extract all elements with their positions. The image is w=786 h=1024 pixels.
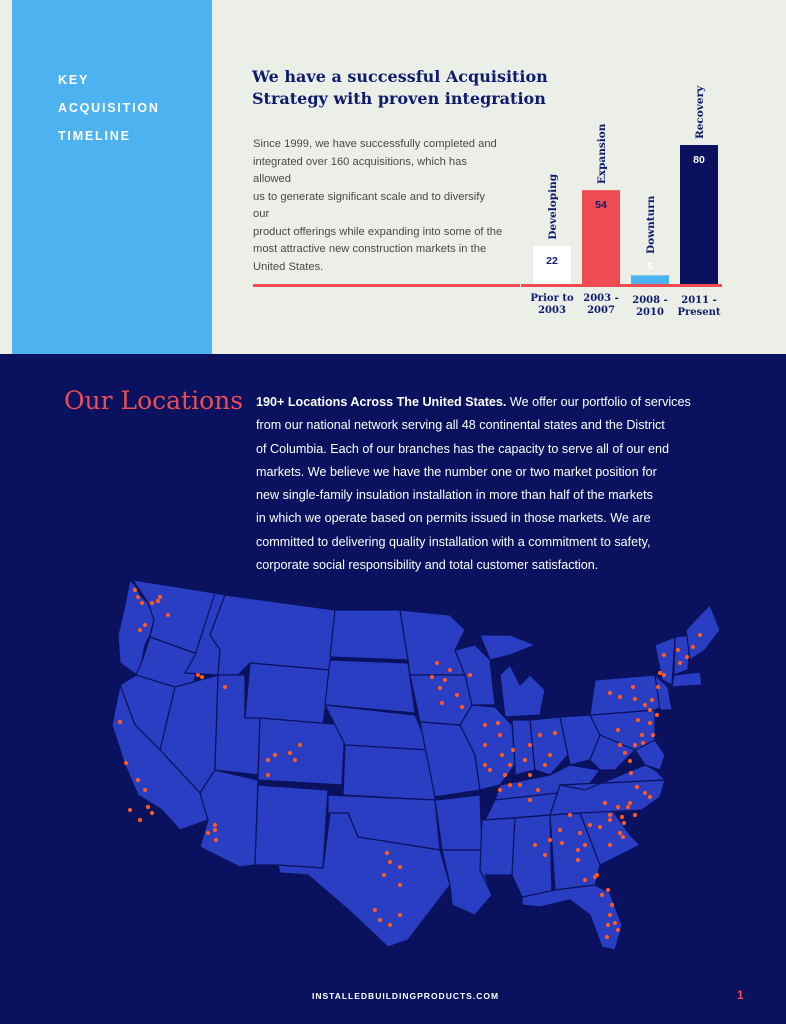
location-dot <box>138 628 142 632</box>
location-dot <box>528 743 532 747</box>
location-dot <box>578 831 582 835</box>
location-dot <box>398 913 402 917</box>
location-dot <box>385 851 389 855</box>
location-dot <box>488 768 492 772</box>
us-states <box>112 580 720 950</box>
location-dot <box>140 601 144 605</box>
location-dot <box>293 758 297 762</box>
state-shape <box>435 795 482 850</box>
location-dot <box>143 788 147 792</box>
location-dot <box>498 788 502 792</box>
location-dot <box>593 875 597 879</box>
divider-line <box>253 284 520 287</box>
location-dot <box>583 878 587 882</box>
location-dot <box>146 805 150 809</box>
intro-paragraph <box>253 136 503 276</box>
location-dot <box>662 653 666 657</box>
location-dot <box>143 623 147 627</box>
location-dot <box>608 818 612 822</box>
key-acquisition-timeline-label <box>58 66 198 150</box>
location-dot <box>150 601 154 605</box>
location-dot <box>518 783 522 787</box>
location-dot <box>662 673 666 677</box>
location-dot <box>136 778 140 782</box>
location-dot <box>273 753 277 757</box>
locations-line: in which we operate based on permits issued in those markets. We are <box>256 511 651 526</box>
location-dot <box>548 753 552 757</box>
location-dot <box>628 801 632 805</box>
location-dot <box>128 808 132 812</box>
location-dot <box>648 721 652 725</box>
location-dot <box>382 873 386 877</box>
state-shape <box>410 675 472 725</box>
category-label: 2008 - <box>632 295 668 306</box>
location-dot <box>136 595 140 599</box>
locations-line: markets. We believe we have the number one or two market position for <box>256 464 657 479</box>
bar-value-label: 80 <box>693 154 705 166</box>
location-dot <box>603 801 607 805</box>
chart-bar <box>631 275 669 284</box>
location-dot <box>643 703 647 707</box>
location-dot <box>440 701 444 705</box>
location-dot <box>691 645 695 649</box>
location-dot <box>543 763 547 767</box>
location-dot <box>266 758 270 762</box>
location-dot <box>626 805 630 809</box>
location-dot <box>636 718 640 722</box>
state-shape <box>255 785 328 868</box>
location-dot <box>435 661 439 665</box>
location-dot <box>213 828 217 832</box>
location-dot <box>600 893 604 897</box>
location-dot <box>511 748 515 752</box>
state-shape <box>245 663 330 725</box>
location-dot <box>156 599 160 603</box>
location-dot <box>483 723 487 727</box>
location-dot <box>608 843 612 847</box>
location-dot <box>583 843 587 847</box>
location-dot <box>378 918 382 922</box>
location-dot <box>618 831 622 835</box>
location-dot <box>598 825 602 829</box>
location-dot <box>640 733 644 737</box>
location-dot <box>698 633 702 637</box>
location-dot <box>483 743 487 747</box>
category-label: 2007 <box>587 305 615 316</box>
location-dot <box>196 673 200 677</box>
bar-value-label: 54 <box>595 199 607 212</box>
intro-line: United States. <box>253 260 324 273</box>
locations-line: of Columbia. Each of our branches has the capacity to serve all of our end <box>256 441 670 456</box>
location-dot <box>656 685 660 689</box>
location-dot <box>548 838 552 842</box>
phase-label: Developing <box>547 173 559 240</box>
category-label: 2011 - <box>681 295 717 306</box>
location-dot <box>124 761 128 765</box>
label-line: KEY <box>58 73 90 87</box>
locations-line: corporate social responsibility and total customer satisfaction. <box>256 558 599 573</box>
location-dot <box>166 613 170 617</box>
location-dot <box>610 903 614 907</box>
location-dot <box>618 695 622 699</box>
location-dot <box>658 671 662 675</box>
location-dot <box>500 753 504 757</box>
location-dot <box>533 843 537 847</box>
location-dot <box>608 813 612 817</box>
location-dot <box>483 763 487 767</box>
location-dot <box>629 771 633 775</box>
location-dot <box>678 661 682 665</box>
location-dot <box>468 673 472 677</box>
phase-label: Recovery <box>694 85 706 139</box>
category-label: 2003 <box>538 305 566 316</box>
location-dot <box>613 921 617 925</box>
location-dot <box>138 818 142 822</box>
state-shape <box>343 745 435 800</box>
location-dot <box>528 798 532 802</box>
location-dot <box>648 708 652 712</box>
state-shape <box>258 718 345 785</box>
blue-side-panel <box>12 0 212 354</box>
location-dot <box>643 791 647 795</box>
location-dot <box>213 823 217 827</box>
location-dot <box>373 908 377 912</box>
location-dot <box>623 751 627 755</box>
bar-value-label: 22 <box>546 254 558 267</box>
headline-line: We have a successful Acquisition <box>252 67 548 86</box>
intro-line: product offerings while expanding into some of the <box>253 225 503 238</box>
locations-paragraph <box>256 391 736 577</box>
location-dot <box>430 675 434 679</box>
location-dot <box>558 828 562 832</box>
location-dot <box>503 773 507 777</box>
location-dot <box>633 743 637 747</box>
location-dot <box>576 858 580 862</box>
state-shape <box>500 665 545 717</box>
page-number: 1 <box>737 988 744 1002</box>
location-dot <box>605 935 609 939</box>
state-shape <box>590 675 665 715</box>
location-dot <box>398 883 402 887</box>
location-dot <box>508 783 512 787</box>
location-dot <box>455 693 459 697</box>
bar-value-label: 5 <box>647 261 653 273</box>
location-dot <box>223 685 227 689</box>
state-shape <box>210 595 335 675</box>
location-dot <box>685 655 689 659</box>
locations-line: We offer our portfolio of services <box>506 395 691 409</box>
location-dot <box>288 751 292 755</box>
location-dot <box>606 923 610 927</box>
location-dot <box>568 813 572 817</box>
location-dot <box>298 743 302 747</box>
label-line: TIMELINE <box>58 129 131 143</box>
phase-label: Downturn <box>645 195 657 254</box>
category-label: 2010 <box>636 307 664 318</box>
location-dot <box>608 913 612 917</box>
intro-line: us to generate significant scale and to diversify our <box>253 190 485 220</box>
state-shape <box>400 610 465 675</box>
state-shape <box>200 770 258 867</box>
state-shape <box>686 605 720 660</box>
location-dot <box>496 721 500 725</box>
acquisition-bar-chart <box>520 60 740 330</box>
label-line: ACQUISITION <box>58 101 160 115</box>
location-dot <box>628 759 632 763</box>
location-dot <box>655 713 659 717</box>
location-dot <box>543 853 547 857</box>
location-dot <box>553 731 557 735</box>
intro-line: Since 1999, we have successfully completed and <box>253 138 497 150</box>
location-dot <box>523 758 527 762</box>
location-dot <box>616 728 620 732</box>
category-label: Prior to <box>530 293 574 304</box>
location-dot <box>606 888 610 892</box>
location-dot <box>214 838 218 842</box>
location-dot <box>621 835 625 839</box>
locations-title: Our Locations <box>64 386 244 415</box>
state-shape <box>672 672 702 687</box>
location-dot <box>651 733 655 737</box>
state-shape <box>330 610 408 660</box>
location-dot <box>266 773 270 777</box>
locations-line: from our national network serving all 48 continental states and the District <box>256 418 665 433</box>
location-dot <box>443 678 447 682</box>
location-dot <box>536 788 540 792</box>
location-dot <box>388 860 392 864</box>
location-dot <box>448 668 452 672</box>
location-dot <box>528 773 532 777</box>
location-dot <box>620 815 624 819</box>
location-dot <box>538 733 542 737</box>
location-dot <box>618 743 622 747</box>
location-dot <box>635 785 639 789</box>
locations-lead: 190+ Locations Across The United States. <box>256 395 507 409</box>
location-dot <box>118 720 122 724</box>
location-dot <box>158 595 162 599</box>
category-label: Present <box>677 307 721 318</box>
location-dot <box>641 741 645 745</box>
location-dot <box>633 697 637 701</box>
state-shape <box>325 660 415 713</box>
location-dot <box>576 848 580 852</box>
location-dot <box>616 805 620 809</box>
us-locations-map <box>90 575 730 960</box>
headline-line: Strategy with proven integration <box>252 89 546 108</box>
location-dot <box>676 648 680 652</box>
location-dot <box>608 691 612 695</box>
intro-line: integrated over 160 acquisitions, which has allowed <box>253 155 467 185</box>
timeline-section <box>0 0 786 354</box>
locations-line: committed to delivering quality installation with a commitment to safety, <box>256 534 651 549</box>
location-dot <box>206 831 210 835</box>
locations-line: new single-family insulation installation in more than half of the markets <box>256 488 653 503</box>
location-dot <box>150 811 154 815</box>
location-dot <box>388 923 392 927</box>
location-dot <box>200 675 204 679</box>
location-dot <box>648 795 652 799</box>
location-dot <box>616 928 620 932</box>
location-dot <box>460 705 464 709</box>
location-dot <box>631 685 635 689</box>
location-dot <box>398 865 402 869</box>
location-dot <box>588 823 592 827</box>
intro-line: most attractive new construction markets in the <box>253 243 487 255</box>
location-dot <box>508 763 512 767</box>
category-label: 2003 - <box>583 293 619 304</box>
location-dot <box>650 698 654 702</box>
location-dot <box>633 813 637 817</box>
location-dot <box>560 841 564 845</box>
location-dot <box>622 821 626 825</box>
phase-label: Expansion <box>596 123 608 185</box>
location-dot <box>438 686 442 690</box>
state-shape <box>480 635 535 660</box>
state-shape <box>522 885 622 950</box>
footer-url[interactable]: INSTALLEDBUILDINGPRODUCTS.COM <box>312 991 500 1001</box>
location-dot <box>133 588 137 592</box>
location-dot <box>498 733 502 737</box>
